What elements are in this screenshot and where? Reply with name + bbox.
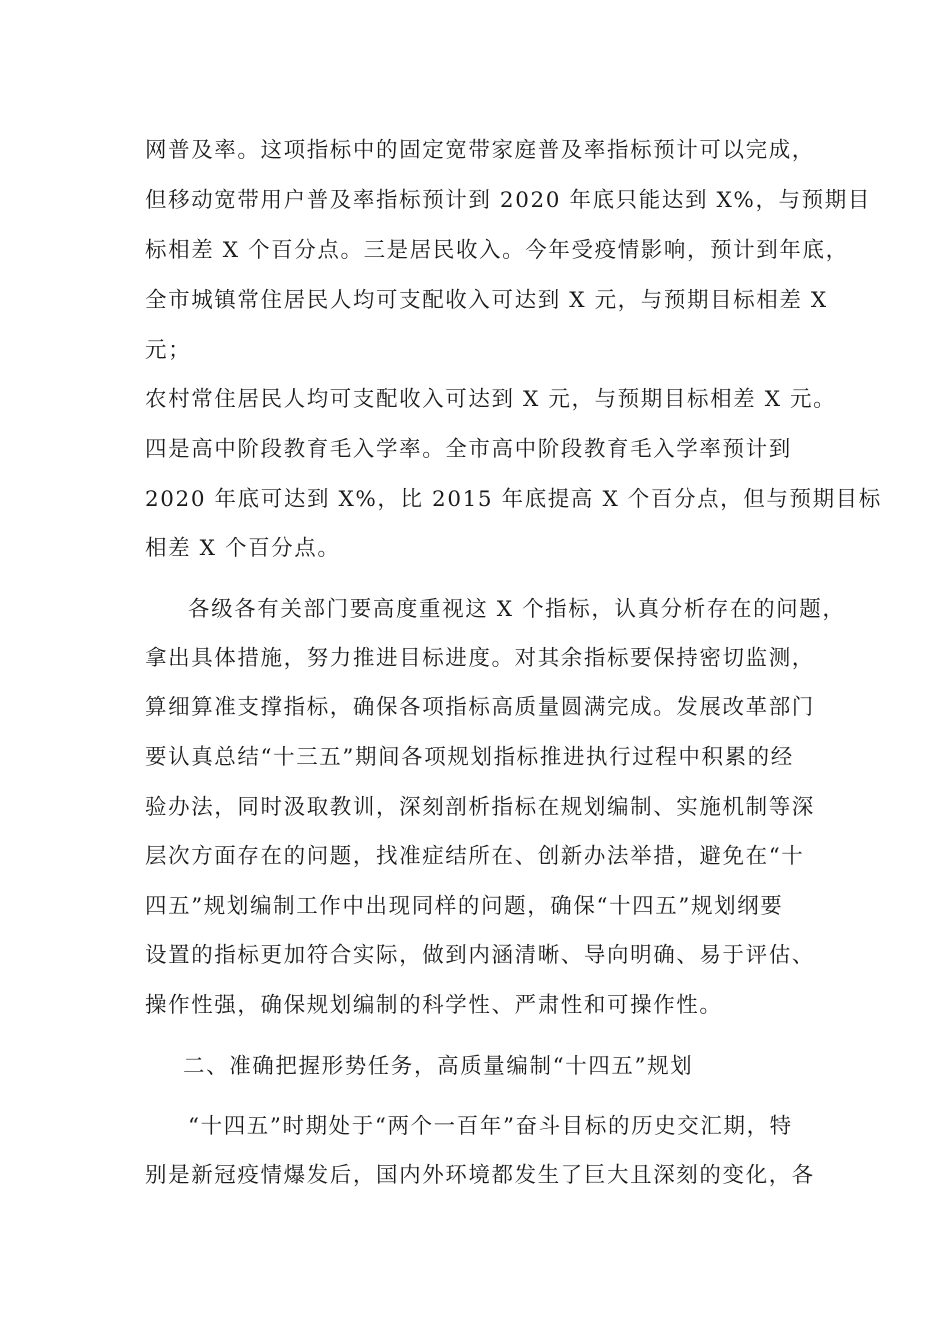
text-line: 算细算准支撑指标，确保各项指标高质量圆满完成。发展改革部门 bbox=[145, 695, 815, 720]
text-line: 操作性强，确保规划编制的科学性、严肃性和可操作性。 bbox=[145, 993, 723, 1018]
section-heading: 二、准确把握形势任务，高质量编制“十四五”规划 bbox=[183, 1054, 694, 1079]
paragraph-first-line: 各级各有关部门要高度重视这 X 个指标，认真分析存在的问题， bbox=[188, 597, 846, 622]
text-line: 但移动宽带用户普及率指标预计到 2020 年底只能达到 X%，与预期目 bbox=[145, 188, 871, 213]
text-line: 别是新冠疫情爆发后，国内外环境都发生了巨大且深刻的变化，各 bbox=[145, 1163, 815, 1188]
text-line: 设置的指标更加符合实际，做到内涵清晰、导向明确、易于评估、 bbox=[145, 943, 815, 968]
text-line: 层次方面存在的问题，找准症结所在、创新办法举措，避免在“十 bbox=[145, 844, 805, 869]
text-line: 元； bbox=[145, 338, 192, 363]
text-line: 农村常住居民人均可支配收入可达到 X 元，与预期目标相差 X 元。 bbox=[145, 387, 837, 412]
text-line: 标相差 X 个百分点。三是居民收入。今年受疫情影响，预计到年底， bbox=[145, 238, 849, 263]
text-line: 2020 年底可达到 X%，比 2015 年底提高 X 个百分点，但与预期目标 bbox=[145, 487, 882, 512]
text-line: 全市城镇常住居民人均可支配收入可达到 X 元，与预期目标相差 X bbox=[145, 288, 828, 313]
text-line: 四五”规划编制工作中出现同样的问题，确保“十四五”规划纲要 bbox=[145, 894, 784, 919]
text-line: 要认真总结“十三五”期间各项规划指标推进执行过程中积累的经 bbox=[145, 745, 794, 770]
text-line: 拿出具体措施，努力推进目标进度。对其余指标要保持密切监测， bbox=[145, 646, 815, 671]
paragraph-first-line: “十四五”时期处于“两个一百年”奋斗目标的历史交汇期，特 bbox=[188, 1114, 793, 1139]
text-line: 验办法，同时汲取教训，深刻剖析指标在规划编制、实施机制等深 bbox=[145, 795, 815, 820]
text-line: 网普及率。这项指标中的固定宽带家庭普及率指标预计可以完成， bbox=[145, 138, 815, 163]
text-line: 四是高中阶段教育毛入学率。全市高中阶段教育毛入学率预计到 bbox=[145, 437, 792, 462]
text-line: 相差 X 个百分点。 bbox=[145, 536, 341, 561]
